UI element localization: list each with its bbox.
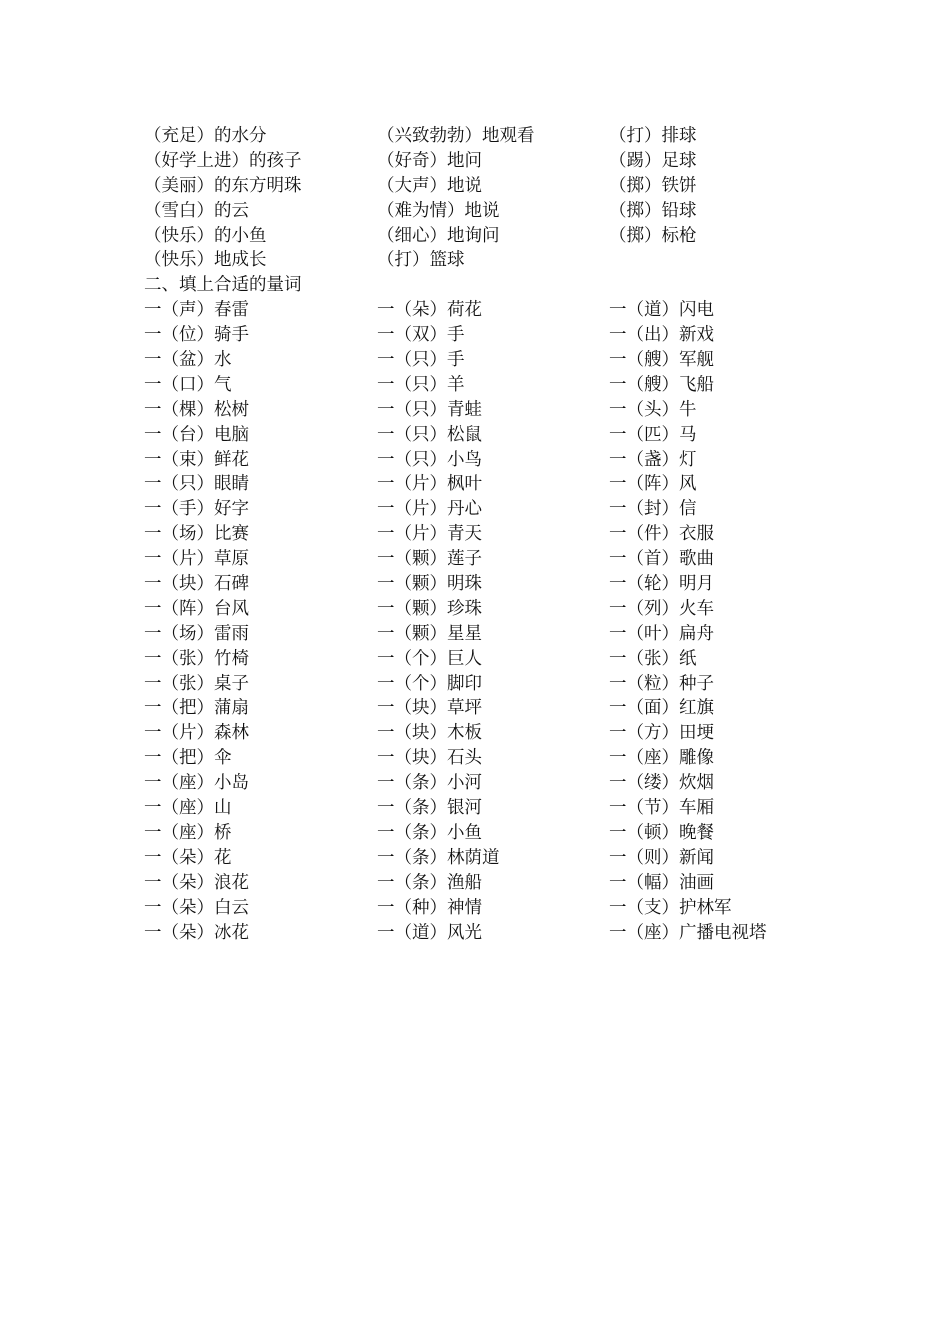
phrase-row bbox=[144, 149, 844, 174]
measure-word-row bbox=[144, 572, 844, 597]
measure-word-cell: 一（艘）飞船 bbox=[609, 374, 714, 395]
measure-word-row bbox=[144, 921, 844, 946]
phrase-cell: （难为情）地说 bbox=[377, 200, 500, 221]
measure-word-cell: 一（块）木板 bbox=[377, 723, 482, 744]
measure-word-row bbox=[144, 871, 844, 896]
measure-word-row bbox=[144, 497, 844, 522]
measure-word-cell: 一（朵）花 bbox=[144, 847, 232, 868]
phrase-cell: （掷）铁饼 bbox=[609, 175, 697, 196]
section-heading-row bbox=[144, 273, 844, 298]
measure-word-cell: 一（片）森林 bbox=[144, 723, 249, 744]
phrase-cell: （快乐）的小鱼 bbox=[144, 225, 267, 246]
measure-word-cell: 一（颗）明珠 bbox=[377, 574, 482, 595]
measure-word-cell: 一（幅）油画 bbox=[609, 872, 714, 893]
phrase-cell: （好奇）地问 bbox=[377, 150, 482, 171]
measure-word-cell: 一（朵）白云 bbox=[144, 897, 249, 918]
measure-word-cell: 一（条）银河 bbox=[377, 798, 482, 819]
measure-word-row bbox=[144, 622, 844, 647]
measure-word-cell: 一（块）石头 bbox=[377, 748, 482, 769]
measure-word-cell: 一（只）手 bbox=[377, 350, 465, 371]
measure-word-cell: 一（头）牛 bbox=[609, 399, 697, 420]
measure-word-cell: 一（座）小岛 bbox=[144, 773, 249, 794]
measure-word-cell: 一（封）信 bbox=[609, 499, 697, 520]
measure-word-row bbox=[144, 771, 844, 796]
measure-word-cell: 一（口）气 bbox=[144, 374, 232, 395]
measure-word-row bbox=[144, 821, 844, 846]
measure-word-cell: 一（片）枫叶 bbox=[377, 474, 482, 495]
measure-word-cell: 一（颗）珍珠 bbox=[377, 598, 482, 619]
measure-word-row bbox=[144, 423, 844, 448]
measure-word-cell: 一（朵）冰花 bbox=[144, 922, 249, 943]
measure-word-cell: 一（件）衣服 bbox=[609, 524, 714, 545]
measure-word-row bbox=[144, 373, 844, 398]
measure-word-cell: 一（只）松鼠 bbox=[377, 424, 482, 445]
measure-word-cell: 一（轮）明月 bbox=[609, 574, 714, 595]
measure-word-cell: 一（张）纸 bbox=[609, 648, 697, 669]
measure-word-cell: 一（艘）军舰 bbox=[609, 350, 714, 371]
measure-word-row bbox=[144, 597, 844, 622]
phrase-cell: （大声）地说 bbox=[377, 175, 482, 196]
phrase-cell: （掷）标枪 bbox=[609, 225, 697, 246]
measure-word-cell: 一（只）青蛙 bbox=[377, 399, 482, 420]
measure-word-row bbox=[144, 448, 844, 473]
worksheet bbox=[144, 124, 844, 945]
phrase-cell: （踢）足球 bbox=[609, 150, 697, 171]
measure-word-cell: 一（张）桌子 bbox=[144, 673, 249, 694]
measure-word-cell: 一（座）雕像 bbox=[609, 748, 714, 769]
phrase-row bbox=[144, 174, 844, 199]
measure-word-row bbox=[144, 398, 844, 423]
phrase-cell: （掷）铅球 bbox=[609, 200, 697, 221]
measure-word-cell: 一（粒）种子 bbox=[609, 673, 714, 694]
measure-word-row bbox=[144, 796, 844, 821]
measure-word-cell: 一（面）红旗 bbox=[609, 698, 714, 719]
measure-word-cell: 一（道）闪电 bbox=[609, 300, 714, 321]
measure-word-cell: 一（双）手 bbox=[377, 325, 465, 346]
measure-word-cell: 一（匹）马 bbox=[609, 424, 697, 445]
measure-word-cell: 一（场）比赛 bbox=[144, 524, 249, 545]
phrase-cell: （美丽）的东方明珠 bbox=[144, 175, 302, 196]
measure-word-row bbox=[144, 472, 844, 497]
measure-word-cell: 一（座）桥 bbox=[144, 822, 232, 843]
phrase-row bbox=[144, 199, 844, 224]
measure-word-cell: 一（顿）晚餐 bbox=[609, 822, 714, 843]
measure-word-cell: 一（阵）台风 bbox=[144, 598, 249, 619]
measure-word-row bbox=[144, 672, 844, 697]
measure-word-cell: 一（支）护林军 bbox=[609, 897, 732, 918]
measure-word-row bbox=[144, 323, 844, 348]
measure-word-row bbox=[144, 696, 844, 721]
measure-word-cell: 一（场）雷雨 bbox=[144, 623, 249, 644]
measure-word-cell: 一（方）田埂 bbox=[609, 723, 714, 744]
phrase-cell: （打）篮球 bbox=[377, 250, 465, 271]
measure-word-cell: 一（缕）炊烟 bbox=[609, 773, 714, 794]
measure-word-cell: 一（片）青天 bbox=[377, 524, 482, 545]
measure-word-cell: 一（位）骑手 bbox=[144, 325, 249, 346]
measure-word-row bbox=[144, 348, 844, 373]
phrase-row bbox=[144, 224, 844, 249]
measure-word-row bbox=[144, 522, 844, 547]
measure-word-cell: 一（束）鲜花 bbox=[144, 449, 249, 470]
measure-word-row bbox=[144, 746, 844, 771]
measure-word-cell: 一（颗）星星 bbox=[377, 623, 482, 644]
measure-word-cell: 一（叶）扁舟 bbox=[609, 623, 714, 644]
measure-word-row bbox=[144, 647, 844, 672]
measure-word-cell: 一（条）小鱼 bbox=[377, 822, 482, 843]
measure-word-cell: 一（座）山 bbox=[144, 798, 232, 819]
measure-word-cell: 一（条）小河 bbox=[377, 773, 482, 794]
measure-word-cell: 一（把）蒲扇 bbox=[144, 698, 249, 719]
phrase-cell: （兴致勃勃）地观看 bbox=[377, 126, 535, 146]
phrase-row bbox=[144, 124, 844, 149]
phrase-row bbox=[144, 248, 844, 273]
measure-word-cell: 一（片）丹心 bbox=[377, 499, 482, 520]
measure-word-cell: 一（台）电脑 bbox=[144, 424, 249, 445]
phrase-cell: （雪白）的云 bbox=[144, 200, 249, 221]
measure-word-cell: 一（颗）莲子 bbox=[377, 549, 482, 570]
phrase-cell: （快乐）地成长 bbox=[144, 250, 267, 271]
measure-word-cell: 一（张）竹椅 bbox=[144, 648, 249, 669]
measure-word-cell: 一（朵）荷花 bbox=[377, 300, 482, 321]
measure-word-cell: 一（盏）灯 bbox=[609, 449, 697, 470]
section-phrase-matching bbox=[144, 124, 844, 273]
section-measure-words bbox=[144, 298, 844, 945]
phrase-cell: （好学上进）的孩子 bbox=[144, 150, 302, 171]
measure-word-cell: 一（只）眼睛 bbox=[144, 474, 249, 495]
measure-word-row bbox=[144, 846, 844, 871]
measure-word-cell: 一（座）广播电视塔 bbox=[609, 922, 767, 943]
measure-word-cell: 一（只）小鸟 bbox=[377, 449, 482, 470]
measure-word-cell: 一（块）石碑 bbox=[144, 574, 249, 595]
measure-word-cell: 一（盆）水 bbox=[144, 350, 232, 371]
measure-word-cell: 一（条）林荫道 bbox=[377, 847, 500, 868]
measure-word-cell: 一（把）伞 bbox=[144, 748, 232, 769]
measure-word-cell: 一（列）火车 bbox=[609, 598, 714, 619]
measure-word-row bbox=[144, 298, 844, 323]
measure-word-cell: 一（个）巨人 bbox=[377, 648, 482, 669]
measure-word-row bbox=[144, 721, 844, 746]
phrase-cell: （细心）地询问 bbox=[377, 225, 500, 246]
measure-word-cell: 一（首）歌曲 bbox=[609, 549, 714, 570]
measure-word-cell: 一（片）草原 bbox=[144, 549, 249, 570]
measure-word-cell: 一（道）风光 bbox=[377, 922, 482, 943]
measure-word-cell: 一（条）渔船 bbox=[377, 872, 482, 893]
measure-word-cell: 一（种）神情 bbox=[377, 897, 482, 918]
measure-word-row bbox=[144, 896, 844, 921]
measure-word-cell: 一（只）羊 bbox=[377, 374, 465, 395]
measure-word-cell: 一（阵）风 bbox=[609, 474, 697, 495]
phrase-cell: （充足）的水分 bbox=[144, 126, 267, 146]
measure-word-cell: 一（出）新戏 bbox=[609, 325, 714, 346]
measure-word-row bbox=[144, 547, 844, 572]
measure-word-cell: 一（棵）松树 bbox=[144, 399, 249, 420]
measure-word-cell: 一（朵）浪花 bbox=[144, 872, 249, 893]
measure-word-cell: 一（声）春雷 bbox=[144, 300, 249, 321]
measure-word-cell: 一（个）脚印 bbox=[377, 673, 482, 694]
measure-word-cell: 一（块）草坪 bbox=[377, 698, 482, 719]
measure-word-cell: 一（手）好字 bbox=[144, 499, 249, 520]
measure-word-cell: 一（则）新闻 bbox=[609, 847, 714, 868]
phrase-cell: （打）排球 bbox=[609, 126, 697, 146]
section-heading: 二、填上合适的量词 bbox=[144, 275, 302, 296]
measure-word-cell: 一（节）车厢 bbox=[609, 798, 714, 819]
